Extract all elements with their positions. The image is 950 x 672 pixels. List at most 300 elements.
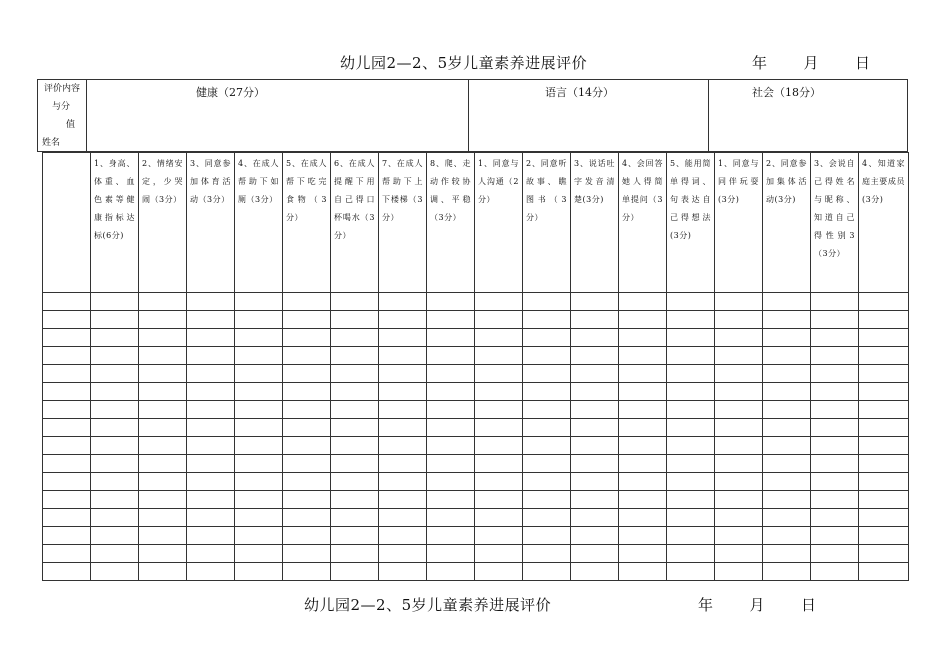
score-cell[interactable] [379,545,427,563]
score-cell[interactable] [715,437,763,455]
score-cell[interactable] [91,401,139,419]
score-cell[interactable] [523,509,571,527]
score-cell[interactable] [235,293,283,311]
score-cell[interactable] [667,311,715,329]
score-cell[interactable] [811,473,859,491]
score-cell[interactable] [91,545,139,563]
score-cell[interactable] [235,473,283,491]
score-cell[interactable] [715,563,763,581]
score-cell[interactable] [475,545,523,563]
score-cell[interactable] [379,383,427,401]
score-cell[interactable] [187,491,235,509]
name-cell[interactable] [43,473,91,491]
score-cell[interactable] [619,455,667,473]
score-cell[interactable] [187,509,235,527]
score-cell[interactable] [715,419,763,437]
score-cell[interactable] [379,311,427,329]
score-cell[interactable] [139,509,187,527]
score-cell[interactable] [427,509,475,527]
score-cell[interactable] [523,293,571,311]
score-cell[interactable] [811,491,859,509]
score-cell[interactable] [187,437,235,455]
score-cell[interactable] [667,545,715,563]
score-cell[interactable] [475,383,523,401]
score-cell[interactable] [139,455,187,473]
name-cell[interactable] [43,383,91,401]
name-cell[interactable] [43,527,91,545]
score-cell[interactable] [667,419,715,437]
score-cell[interactable] [811,347,859,365]
score-cell[interactable] [235,419,283,437]
score-cell[interactable] [91,293,139,311]
score-cell[interactable] [235,311,283,329]
score-cell[interactable] [859,293,909,311]
score-cell[interactable] [427,365,475,383]
score-cell[interactable] [475,563,523,581]
score-cell[interactable] [763,311,811,329]
score-cell[interactable] [235,365,283,383]
score-cell[interactable] [187,365,235,383]
score-cell[interactable] [187,455,235,473]
score-cell[interactable] [523,419,571,437]
score-cell[interactable] [811,545,859,563]
score-cell[interactable] [571,293,619,311]
score-cell[interactable] [139,437,187,455]
item-label: 1、同意与同伴玩耍(3分) [718,159,759,204]
score-cell[interactable] [619,527,667,545]
score-cell[interactable] [859,347,909,365]
score-cell[interactable] [427,419,475,437]
score-cell[interactable] [139,311,187,329]
score-cell[interactable] [427,491,475,509]
score-cell[interactable] [379,455,427,473]
score-cell[interactable] [619,293,667,311]
score-cell[interactable] [139,293,187,311]
score-cell[interactable] [283,347,331,365]
score-cell[interactable] [187,527,235,545]
score-cell[interactable] [763,401,811,419]
score-cell[interactable] [811,455,859,473]
name-cell[interactable] [43,401,91,419]
score-cell[interactable] [283,437,331,455]
score-cell[interactable] [859,401,909,419]
score-cell[interactable] [619,311,667,329]
score-cell[interactable] [667,293,715,311]
score-cell[interactable] [523,473,571,491]
score-cell[interactable] [235,437,283,455]
score-cell[interactable] [235,329,283,347]
score-cell[interactable] [283,401,331,419]
score-cell[interactable] [139,365,187,383]
score-cell[interactable] [715,527,763,545]
score-cell[interactable] [475,491,523,509]
score-cell[interactable] [139,401,187,419]
score-cell[interactable] [331,491,379,509]
score-cell[interactable] [811,329,859,347]
score-cell[interactable] [475,437,523,455]
score-cell[interactable] [283,509,331,527]
score-cell[interactable] [715,491,763,509]
score-cell[interactable] [91,527,139,545]
score-cell[interactable] [763,563,811,581]
score-cell[interactable] [139,347,187,365]
name-cell[interactable] [43,509,91,527]
score-cell[interactable] [619,491,667,509]
score-cell[interactable] [523,545,571,563]
score-cell[interactable] [427,347,475,365]
score-cell[interactable] [91,509,139,527]
score-cell[interactable] [859,419,909,437]
score-cell[interactable] [187,293,235,311]
score-cell[interactable] [139,527,187,545]
score-cell[interactable] [667,563,715,581]
score-cell[interactable] [379,437,427,455]
score-cell[interactable] [331,347,379,365]
score-cell[interactable] [667,401,715,419]
score-cell[interactable] [283,329,331,347]
score-cell[interactable] [331,455,379,473]
score-cell[interactable] [619,347,667,365]
score-cell[interactable] [91,347,139,365]
score-cell[interactable] [859,491,909,509]
score-cell[interactable] [91,437,139,455]
score-cell[interactable] [331,563,379,581]
score-cell[interactable] [571,437,619,455]
score-cell[interactable] [235,383,283,401]
score-cell[interactable] [523,401,571,419]
item-cell [139,153,187,293]
score-cell[interactable] [763,293,811,311]
score-cell[interactable] [811,401,859,419]
score-cell[interactable] [379,293,427,311]
score-cell[interactable] [859,365,909,383]
score-cell[interactable] [427,455,475,473]
score-cell[interactable] [859,563,909,581]
score-cell[interactable] [139,563,187,581]
score-cell[interactable] [523,455,571,473]
score-cell[interactable] [475,527,523,545]
score-cell[interactable] [187,347,235,365]
score-cell[interactable] [811,527,859,545]
score-cell[interactable] [427,401,475,419]
name-cell[interactable] [43,455,91,473]
score-cell[interactable] [331,545,379,563]
score-cell[interactable] [619,437,667,455]
score-cell[interactable] [667,509,715,527]
score-cell[interactable] [571,311,619,329]
score-cell[interactable] [91,383,139,401]
score-cell[interactable] [475,329,523,347]
name-cell[interactable] [43,419,91,437]
score-cell[interactable] [379,329,427,347]
score-cell[interactable] [283,293,331,311]
score-cell[interactable] [571,545,619,563]
score-cell[interactable] [379,347,427,365]
score-cell[interactable] [523,437,571,455]
score-cell[interactable] [619,473,667,491]
score-cell[interactable] [91,473,139,491]
score-cell[interactable] [811,563,859,581]
score-cell[interactable] [523,347,571,365]
score-cell[interactable] [523,383,571,401]
score-cell[interactable] [91,419,139,437]
score-cell[interactable] [763,545,811,563]
score-cell[interactable] [811,383,859,401]
score-cell[interactable] [283,563,331,581]
score-cell[interactable] [283,545,331,563]
score-cell[interactable] [715,347,763,365]
score-cell[interactable] [475,293,523,311]
name-cell[interactable] [43,491,91,509]
score-cell[interactable] [859,311,909,329]
score-cell[interactable] [331,419,379,437]
score-cell[interactable] [619,563,667,581]
item-label: 4、知道家庭主要成员(3分) [862,159,905,204]
score-cell[interactable] [235,545,283,563]
score-cell[interactable] [859,473,909,491]
score-cell[interactable] [283,527,331,545]
item-cell [235,153,283,293]
score-cell[interactable] [331,293,379,311]
score-cell[interactable] [331,365,379,383]
score-cell[interactable] [571,347,619,365]
score-cell[interactable] [859,527,909,545]
score-cell[interactable] [331,437,379,455]
score-cell[interactable] [763,329,811,347]
score-cell[interactable] [571,509,619,527]
score-cell[interactable] [331,329,379,347]
score-cell[interactable] [715,329,763,347]
score-cell[interactable] [811,311,859,329]
score-cell[interactable] [91,455,139,473]
score-cell[interactable] [619,383,667,401]
corner-line-and: 与分 [52,102,71,112]
score-cell[interactable] [379,563,427,581]
score-cell[interactable] [331,473,379,491]
score-cell[interactable] [235,491,283,509]
score-cell[interactable] [187,311,235,329]
score-cell[interactable] [283,491,331,509]
score-cell[interactable] [619,545,667,563]
score-cell[interactable] [139,545,187,563]
score-cell[interactable] [379,473,427,491]
score-cell[interactable] [571,491,619,509]
score-cell[interactable] [859,329,909,347]
score-cell[interactable] [667,473,715,491]
score-cell[interactable] [715,455,763,473]
score-cell[interactable] [763,491,811,509]
score-cell[interactable] [859,383,909,401]
score-cell[interactable] [91,563,139,581]
score-cell[interactable] [811,365,859,383]
score-cell[interactable] [715,473,763,491]
score-cell[interactable] [427,563,475,581]
score-cell[interactable] [139,491,187,509]
score-cell[interactable] [475,455,523,473]
name-cell[interactable] [43,545,91,563]
score-cell[interactable] [667,491,715,509]
score-cell[interactable] [91,311,139,329]
score-cell[interactable] [475,365,523,383]
score-cell[interactable] [763,419,811,437]
corner-line-value: 值 [66,120,76,130]
score-cell[interactable] [331,401,379,419]
score-cell[interactable] [283,383,331,401]
score-cell[interactable] [763,437,811,455]
score-cell[interactable] [331,509,379,527]
score-cell[interactable] [523,563,571,581]
score-cell[interactable] [331,311,379,329]
score-cell[interactable] [91,365,139,383]
score-cell[interactable] [187,329,235,347]
score-cell[interactable] [475,311,523,329]
score-cell[interactable] [427,311,475,329]
name-cell[interactable] [43,347,91,365]
score-cell[interactable] [571,401,619,419]
score-cell[interactable] [427,527,475,545]
score-cell[interactable] [667,455,715,473]
score-cell[interactable] [283,473,331,491]
score-cell[interactable] [139,419,187,437]
score-cell[interactable] [667,383,715,401]
score-cell[interactable] [763,455,811,473]
score-cell[interactable] [187,383,235,401]
score-cell[interactable] [187,473,235,491]
score-cell[interactable] [571,455,619,473]
score-cell[interactable] [667,437,715,455]
score-cell[interactable] [619,401,667,419]
score-cell[interactable] [379,401,427,419]
score-cell[interactable] [379,527,427,545]
score-cell[interactable] [139,473,187,491]
score-cell[interactable] [475,473,523,491]
score-cell[interactable] [235,509,283,527]
score-cell[interactable] [811,293,859,311]
name-cell[interactable] [43,329,91,347]
score-cell[interactable] [379,509,427,527]
score-cell[interactable] [187,401,235,419]
score-cell[interactable] [523,491,571,509]
score-cell[interactable] [283,419,331,437]
score-cell[interactable] [283,311,331,329]
item-cell [187,153,235,293]
score-cell[interactable] [619,509,667,527]
score-cell[interactable] [619,365,667,383]
score-cell[interactable] [859,437,909,455]
score-cell[interactable] [187,545,235,563]
score-cell[interactable] [811,419,859,437]
score-cell[interactable] [571,563,619,581]
score-cell[interactable] [283,365,331,383]
score-cell[interactable] [763,383,811,401]
score-cell[interactable] [139,383,187,401]
score-cell[interactable] [427,293,475,311]
item-label: 7、在成人帮助下上下楼梯（3分） [382,159,423,222]
score-cell[interactable] [667,527,715,545]
score-cell[interactable] [475,509,523,527]
score-cell[interactable] [331,527,379,545]
name-cell[interactable] [43,563,91,581]
score-cell[interactable] [427,473,475,491]
table-row [43,563,909,581]
score-cell[interactable] [523,527,571,545]
score-cell[interactable] [475,401,523,419]
item-cell [619,153,667,293]
score-cell[interactable] [91,491,139,509]
score-cell[interactable] [427,545,475,563]
score-cell[interactable] [715,365,763,383]
score-cell[interactable] [715,545,763,563]
score-cell[interactable] [811,509,859,527]
score-cell[interactable] [859,509,909,527]
score-cell[interactable] [427,329,475,347]
name-cell[interactable] [43,311,91,329]
name-cell[interactable] [43,293,91,311]
name-cell[interactable] [43,437,91,455]
score-cell[interactable] [715,401,763,419]
score-cell[interactable] [379,419,427,437]
score-cell[interactable] [763,473,811,491]
score-cell[interactable] [715,383,763,401]
score-cell[interactable] [619,329,667,347]
score-cell[interactable] [763,365,811,383]
score-cell[interactable] [811,437,859,455]
score-cell[interactable] [715,509,763,527]
score-cell[interactable] [571,365,619,383]
score-cell[interactable] [571,419,619,437]
score-cell[interactable] [571,329,619,347]
score-cell[interactable] [475,419,523,437]
score-cell[interactable] [139,329,187,347]
score-cell[interactable] [667,347,715,365]
score-cell[interactable] [859,455,909,473]
score-cell[interactable] [763,527,811,545]
score-cell[interactable] [235,563,283,581]
score-cell[interactable] [523,365,571,383]
score-cell[interactable] [427,437,475,455]
score-cell[interactable] [235,347,283,365]
score-cell[interactable] [571,473,619,491]
score-cell[interactable] [523,329,571,347]
score-cell[interactable] [859,545,909,563]
score-cell[interactable] [523,311,571,329]
score-cell[interactable] [571,527,619,545]
score-cell[interactable] [187,419,235,437]
score-cell[interactable] [283,455,331,473]
score-cell[interactable] [667,365,715,383]
score-cell[interactable] [715,311,763,329]
score-cell[interactable] [763,347,811,365]
score-cell[interactable] [235,527,283,545]
table-row [43,329,909,347]
score-cell[interactable] [667,329,715,347]
score-cell[interactable] [235,455,283,473]
score-cell[interactable] [571,383,619,401]
score-cell[interactable] [763,509,811,527]
score-cell[interactable] [379,365,427,383]
score-cell[interactable] [379,491,427,509]
score-cell[interactable] [427,383,475,401]
score-cell[interactable] [91,329,139,347]
item-label: 4、会回答她人得简单提问（3分） [622,159,663,222]
score-cell[interactable] [715,293,763,311]
score-cell[interactable] [475,347,523,365]
score-cell[interactable] [187,563,235,581]
score-cell[interactable] [619,419,667,437]
score-cell[interactable] [235,401,283,419]
name-cell[interactable] [43,365,91,383]
score-cell[interactable] [331,383,379,401]
